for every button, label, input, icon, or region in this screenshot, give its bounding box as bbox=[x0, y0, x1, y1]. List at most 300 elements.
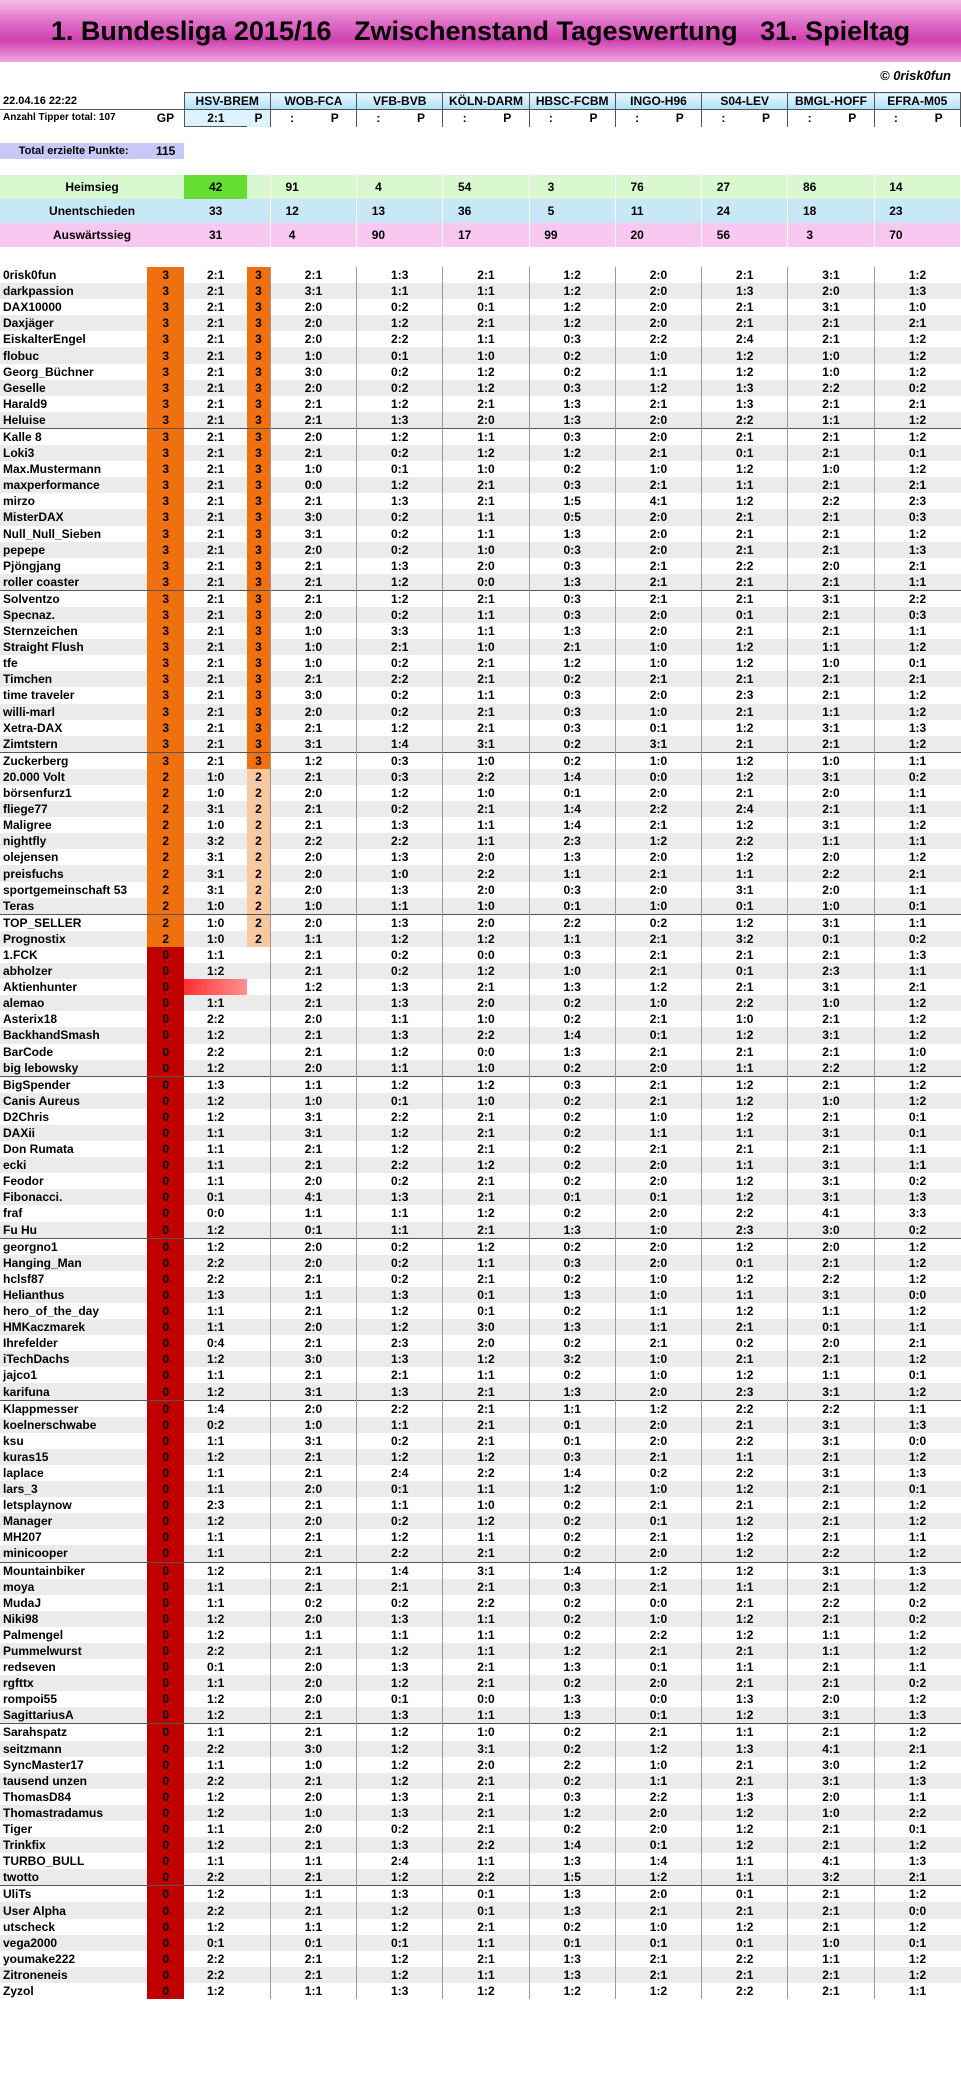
tip-cell: 2:1 bbox=[788, 623, 874, 639]
table-row bbox=[0, 1627, 961, 1643]
tip-cell: 3:2 bbox=[529, 1351, 615, 1367]
player-gp: 2 bbox=[147, 898, 184, 915]
tip-cell: 3:1 bbox=[270, 283, 356, 299]
player-name: koelnerschwabe bbox=[0, 1417, 147, 1433]
player-name: Georg_Büchner bbox=[3, 364, 94, 379]
player-gp: 0 bbox=[147, 1060, 184, 1077]
player-name: Thomastradamus bbox=[0, 1805, 147, 1821]
tip-cell: 1:1 bbox=[184, 1319, 247, 1335]
tip-cell: 1:2 bbox=[357, 1675, 443, 1691]
tip-cell: 2:1 bbox=[184, 509, 247, 525]
player-gp: 0 bbox=[147, 1222, 184, 1239]
player-name: TOP_SELLER bbox=[0, 914, 147, 931]
player-gp: 3 bbox=[147, 315, 184, 331]
tip-points: 3 bbox=[247, 558, 270, 574]
tip-cell: 0:2 bbox=[357, 655, 443, 671]
table-row bbox=[0, 1611, 961, 1627]
tip-cell: 3:3 bbox=[357, 623, 443, 639]
tip-cell: 1:3 bbox=[529, 1886, 615, 1903]
game-p-header: P bbox=[917, 110, 960, 127]
table-row bbox=[0, 1400, 961, 1417]
tip-cell: 2:0 bbox=[615, 849, 701, 865]
tip-cell: 0:2 bbox=[529, 1109, 615, 1125]
table-row bbox=[0, 639, 961, 655]
table-row bbox=[0, 1983, 961, 1999]
stat-value-p bbox=[917, 223, 960, 247]
tip-points bbox=[247, 1303, 270, 1319]
tip-cell: 2:1 bbox=[206, 300, 225, 315]
tip-cell: 1:0 bbox=[443, 461, 529, 477]
tip-cell: 1:0 bbox=[615, 1481, 701, 1497]
tip-cell: 2:0 bbox=[615, 315, 701, 331]
player-gp: 0 bbox=[147, 1255, 184, 1271]
tip-cell: 2:1 bbox=[443, 1545, 529, 1562]
tip-cell: 3:1 bbox=[788, 299, 874, 315]
tip-cell: 2:1 bbox=[184, 380, 247, 396]
player-gp: 0 bbox=[147, 1951, 184, 1967]
player-gp: 0 bbox=[147, 1513, 184, 1529]
player-gp: 0 bbox=[147, 1611, 184, 1627]
tip-cell: 2:2 bbox=[443, 769, 529, 785]
tip-cell: 1:2 bbox=[206, 1109, 225, 1124]
tip-cell: 1:1 bbox=[874, 833, 960, 849]
stat-value-p bbox=[313, 199, 356, 223]
tip-cell: 1:4 bbox=[529, 1465, 615, 1481]
player-gp: 0 bbox=[147, 1707, 184, 1724]
player-gp: 0 bbox=[147, 1027, 184, 1043]
tip-cell: 2:1 bbox=[874, 315, 960, 331]
tip-cell: 1:2 bbox=[357, 1076, 443, 1093]
stat-value: 24 bbox=[702, 199, 745, 223]
tip-cell: 2:1 bbox=[788, 445, 874, 461]
tip-cell: 2:1 bbox=[443, 1271, 529, 1287]
tip-cell: 1:3 bbox=[357, 1789, 443, 1805]
player-gp: 3 bbox=[147, 574, 184, 591]
tip-cell: 2:1 bbox=[270, 1545, 356, 1562]
player-name: Teras bbox=[0, 898, 147, 915]
tip-cell: 0:2 bbox=[874, 931, 960, 947]
tip-cell: 2:0 bbox=[443, 558, 529, 574]
tip-cell: 1:3 bbox=[184, 1287, 247, 1303]
player-gp: 0 bbox=[147, 1741, 184, 1757]
tip-cell: 2:1 bbox=[443, 1659, 529, 1675]
tip-cell: 2:3 bbox=[874, 493, 960, 509]
tip-points bbox=[247, 1837, 270, 1853]
tip-cell: 2:1 bbox=[443, 396, 529, 412]
tip-cell: 2:1 bbox=[788, 801, 874, 817]
tip-cell: 2:1 bbox=[788, 1497, 874, 1513]
player-gp: 0 bbox=[147, 1919, 184, 1935]
tip-cell: 1:0 bbox=[206, 786, 225, 801]
tip-cell: 1:1 bbox=[184, 1125, 247, 1141]
game-score: : bbox=[702, 110, 745, 127]
tip-points bbox=[247, 1967, 270, 1983]
tip-cell: 2:2 bbox=[702, 833, 788, 849]
tip-cell: 2:0 bbox=[270, 1173, 356, 1189]
tip-cell: 0:1 bbox=[270, 1222, 356, 1239]
player-gp: 2 bbox=[147, 882, 184, 898]
tip-cell: 2:1 bbox=[357, 639, 443, 655]
tip-cell: 1:0 bbox=[615, 1222, 701, 1239]
tip-cell: 0:2 bbox=[357, 526, 443, 542]
tip-points bbox=[247, 947, 270, 963]
player-name: preisfuchs bbox=[0, 865, 147, 881]
tip-cell: 0:1 bbox=[615, 1189, 701, 1205]
tip-cell: 0:0 bbox=[206, 1206, 225, 1221]
table-row bbox=[0, 1675, 961, 1691]
tip-cell: 2:1 bbox=[270, 1707, 356, 1724]
tip-cell: 1:3 bbox=[529, 412, 615, 429]
tip-cell: 2:1 bbox=[443, 1189, 529, 1205]
tip-cell: 2:2 bbox=[788, 380, 874, 396]
tip-cell: 1:2 bbox=[702, 1611, 788, 1627]
tip-cell: 2:1 bbox=[443, 1789, 529, 1805]
table-row bbox=[0, 1691, 961, 1707]
tip-cell: 1:0 bbox=[615, 347, 701, 363]
tip-cell: 0:2 bbox=[529, 671, 615, 687]
stat-value: 86 bbox=[788, 175, 831, 199]
player-name: Timchen bbox=[0, 671, 147, 687]
tip-cell: 2:0 bbox=[270, 704, 356, 720]
player-gp: 3 bbox=[147, 412, 184, 429]
player-name: Zuckerberg bbox=[0, 752, 147, 769]
tip-cell: 1:1 bbox=[874, 1319, 960, 1335]
tip-cell: 2:1 bbox=[443, 1141, 529, 1157]
player-gp: 0 bbox=[147, 1902, 184, 1918]
tip-cell: 1:2 bbox=[184, 1093, 247, 1109]
tip-cell: 1:1 bbox=[702, 1287, 788, 1303]
stat-value: 11 bbox=[615, 199, 658, 223]
player-name: georgno1 bbox=[0, 1238, 147, 1255]
player-gp: 0 bbox=[147, 1853, 184, 1869]
tip-cell: 1:0 bbox=[615, 655, 701, 671]
tip-cell: 3:1 bbox=[788, 267, 874, 283]
tip-cell: 1:3 bbox=[357, 1351, 443, 1367]
table-row bbox=[0, 1319, 961, 1335]
tip-cell: 2:2 bbox=[702, 1983, 788, 1999]
tip-cell: 2:1 bbox=[702, 1417, 788, 1433]
tip-cell: 1:2 bbox=[874, 849, 960, 865]
tip-cell: 2:0 bbox=[270, 1513, 356, 1529]
player-gp: 0 bbox=[147, 1157, 184, 1173]
tip-cell: 2:1 bbox=[788, 428, 874, 445]
tip-cell: 1:1 bbox=[206, 1433, 225, 1448]
tip-cell: 1:1 bbox=[702, 1060, 788, 1077]
tip-cell: 2:1 bbox=[788, 574, 874, 591]
tip-cell: 0:2 bbox=[874, 1595, 960, 1611]
stat-value: 13 bbox=[357, 199, 400, 223]
tip-cell: 1:1 bbox=[615, 1319, 701, 1335]
game-score: : bbox=[270, 110, 313, 127]
tip-cell: 3:1 bbox=[788, 1773, 874, 1789]
tip-cell: 1:3 bbox=[357, 1189, 443, 1205]
tip-cell: 3:0 bbox=[788, 1757, 874, 1773]
tip-cell: 2:1 bbox=[184, 574, 247, 591]
tip-cell: 2:0 bbox=[615, 267, 701, 283]
tip-points: 3 bbox=[247, 607, 270, 623]
tip-cell: 1:1 bbox=[615, 1125, 701, 1141]
tip-points bbox=[247, 1351, 270, 1367]
table-row bbox=[0, 1417, 961, 1433]
game-p-header: P bbox=[313, 110, 356, 127]
tip-cell: 2:1 bbox=[788, 1011, 874, 1027]
tip-cell: 1:1 bbox=[443, 526, 529, 542]
tip-cell: 1:2 bbox=[443, 1983, 529, 1999]
tip-cell: 1:0 bbox=[206, 818, 225, 833]
table-row bbox=[0, 1481, 961, 1497]
stat-value-p bbox=[745, 223, 788, 247]
tip-cell: 2:0 bbox=[270, 380, 356, 396]
player-name: BigSpender bbox=[0, 1076, 147, 1093]
player-gp: 0 bbox=[147, 1417, 184, 1433]
tip-cell: 0:3 bbox=[529, 1789, 615, 1805]
player-gp: 0 bbox=[147, 1837, 184, 1853]
tip-cell: 1:2 bbox=[206, 1692, 225, 1707]
tip-cell: 1:3 bbox=[529, 1951, 615, 1967]
tip-cell: 1:1 bbox=[702, 1125, 788, 1141]
player-name: lars_3 bbox=[0, 1481, 147, 1497]
tip-cell: 1:3 bbox=[529, 1319, 615, 1335]
tip-cell: 1:1 bbox=[443, 1627, 529, 1643]
tip-cell: 0:3 bbox=[529, 1076, 615, 1093]
tip-cell: 2:1 bbox=[443, 1675, 529, 1691]
tip-cell: 1:1 bbox=[184, 1579, 247, 1595]
tip-cell: 1:2 bbox=[702, 1238, 788, 1255]
tip-cell: 0:2 bbox=[357, 1238, 443, 1255]
tip-cell: 2:0 bbox=[270, 1255, 356, 1271]
tip-cell: 1:1 bbox=[206, 1174, 225, 1189]
table-row bbox=[0, 315, 961, 331]
tip-cell: 2:1 bbox=[270, 1643, 356, 1659]
tip-cell: 2:1 bbox=[615, 445, 701, 461]
player-name: DAX10000 bbox=[3, 300, 62, 315]
tip-cell: 1:2 bbox=[443, 1205, 529, 1221]
tip-cell: 2:0 bbox=[615, 1805, 701, 1821]
player-gp: 0 bbox=[147, 1076, 184, 1093]
tip-cell: 0:3 bbox=[529, 331, 615, 347]
tip-cell: 0:1 bbox=[615, 1659, 701, 1675]
tip-cell: 2:0 bbox=[270, 1659, 356, 1675]
tip-cell: 1:2 bbox=[443, 364, 529, 380]
tip-cell: 2:1 bbox=[702, 542, 788, 558]
tip-cell: 2:1 bbox=[702, 671, 788, 687]
tip-cell: 2:1 bbox=[270, 1529, 356, 1545]
tip-cell: 1:2 bbox=[702, 364, 788, 380]
tip-cell: 1:3 bbox=[874, 1465, 960, 1481]
tip-cell: 3:1 bbox=[184, 801, 247, 817]
tip-cell: 2:0 bbox=[615, 1383, 701, 1400]
tip-cell: 2:2 bbox=[184, 1741, 247, 1757]
tip-points bbox=[247, 1367, 270, 1383]
player-gp: 0 bbox=[147, 1724, 184, 1741]
tip-cell: 1:1 bbox=[443, 607, 529, 623]
table-row bbox=[0, 1351, 961, 1367]
player-name: SyncMaster17 bbox=[3, 1757, 84, 1772]
tip-cell: 1:3 bbox=[357, 1287, 443, 1303]
tip-cell: 0:2 bbox=[357, 299, 443, 315]
tip-cell: 2:1 bbox=[874, 865, 960, 881]
tip-cell: 1:1 bbox=[702, 1157, 788, 1173]
tip-cell: 2:1 bbox=[184, 736, 247, 753]
player-name: BackhandSmash bbox=[0, 1027, 147, 1043]
tip-cell: 1:3 bbox=[529, 1383, 615, 1400]
tip-cell: 1:1 bbox=[357, 1011, 443, 1027]
player-gp: 0 bbox=[147, 1935, 184, 1951]
tip-cell: 1:2 bbox=[874, 704, 960, 720]
tip-points bbox=[247, 1935, 270, 1951]
tip-cell: 1:2 bbox=[874, 1076, 960, 1093]
tip-cell: 1:3 bbox=[874, 1707, 960, 1724]
tip-cell: 1:2 bbox=[443, 1157, 529, 1173]
tip-cell: 3:1 bbox=[206, 850, 225, 865]
tip-cell: 2:0 bbox=[788, 283, 874, 299]
table-row bbox=[0, 1303, 961, 1319]
player-name: Canis Aureus bbox=[0, 1093, 147, 1109]
tip-cell: 2:1 bbox=[788, 1611, 874, 1627]
tip-cell: 0:1 bbox=[874, 1935, 960, 1951]
player-name: ThomasD84 bbox=[3, 1789, 72, 1804]
tip-cell: 0:1 bbox=[184, 1935, 247, 1951]
stat-value: 20 bbox=[615, 223, 658, 247]
tip-cell: 1:4 bbox=[529, 769, 615, 785]
tip-points bbox=[247, 1383, 270, 1400]
tip-cell: 1:2 bbox=[874, 639, 960, 655]
tip-cell: 1:2 bbox=[529, 1805, 615, 1821]
player-name: fraf bbox=[3, 1206, 23, 1221]
tip-cell: 1:2 bbox=[357, 1741, 443, 1757]
tip-cell: 1:5 bbox=[529, 1869, 615, 1886]
tip-cell: 1:2 bbox=[615, 1400, 701, 1417]
tip-cell: 1:2 bbox=[184, 1562, 247, 1579]
tip-cell: 1:2 bbox=[357, 1869, 443, 1886]
tip-cell: 0:2 bbox=[529, 1141, 615, 1157]
tip-cell: 2:0 bbox=[788, 1238, 874, 1255]
table-row bbox=[0, 769, 961, 785]
tip-cell: 1:3 bbox=[357, 493, 443, 509]
tip-points bbox=[247, 1643, 270, 1659]
tip-cell: 3:1 bbox=[788, 1433, 874, 1449]
tip-cell: 3:1 bbox=[443, 1741, 529, 1757]
tip-cell: 1:2 bbox=[357, 1643, 443, 1659]
tip-cell: 0:0 bbox=[443, 1044, 529, 1060]
tip-cell: 2:0 bbox=[788, 1691, 874, 1707]
tip-points bbox=[247, 1951, 270, 1967]
stat-value-p bbox=[917, 175, 960, 199]
player-name: Sarahspatz bbox=[0, 1724, 147, 1741]
header-row-games bbox=[0, 93, 961, 110]
tip-cell: 0:2 bbox=[529, 1173, 615, 1189]
tip-cell: 1:1 bbox=[443, 1967, 529, 1983]
tip-cell: 2:1 bbox=[184, 428, 247, 445]
tip-cell: 2:1 bbox=[702, 315, 788, 331]
tip-cell: 1:2 bbox=[529, 1983, 615, 1999]
tip-cell: 1:2 bbox=[874, 1027, 960, 1043]
tip-cell: 2:1 bbox=[615, 1529, 701, 1545]
tip-cell: 1:3 bbox=[529, 1707, 615, 1724]
stat-value-p bbox=[745, 199, 788, 223]
tip-points bbox=[247, 1562, 270, 1579]
tip-cell: 1:2 bbox=[702, 639, 788, 655]
tip-cell: 1:2 bbox=[874, 1886, 960, 1903]
tip-cell: 2:1 bbox=[788, 1967, 874, 1983]
tip-cell: 0:2 bbox=[874, 1611, 960, 1627]
tip-cell: 1:3 bbox=[357, 1837, 443, 1853]
player-name: Geselle bbox=[0, 380, 147, 396]
tip-cell: 1:1 bbox=[874, 1157, 960, 1173]
player-name: UliTs bbox=[0, 1886, 147, 1903]
stat-value-p bbox=[572, 175, 615, 199]
tip-cell: 2:0 bbox=[270, 1481, 356, 1497]
tip-cell: 2:0 bbox=[615, 428, 701, 445]
tip-points bbox=[247, 1724, 270, 1741]
tip-cell: 0:3 bbox=[529, 882, 615, 898]
tip-cell: 0:1 bbox=[529, 1433, 615, 1449]
tip-cell: 1:2 bbox=[206, 1919, 225, 1934]
tip-cell: 1:1 bbox=[206, 947, 225, 962]
tip-cell: 1:1 bbox=[874, 574, 960, 591]
player-name: big lebowsky bbox=[0, 1060, 147, 1077]
tip-cell: 1:2 bbox=[874, 1643, 960, 1659]
tip-cell: 2:2 bbox=[702, 1205, 788, 1221]
tip-cell: 1:2 bbox=[702, 1027, 788, 1043]
game-header: S04-LEV bbox=[702, 93, 788, 110]
tip-cell: 2:0 bbox=[443, 882, 529, 898]
tip-cell: 1:2 bbox=[615, 1562, 701, 1579]
tip-cell: 1:2 bbox=[357, 574, 443, 591]
player-name: Fibonacci. bbox=[0, 1189, 147, 1205]
tip-cell: 2:3 bbox=[702, 1222, 788, 1239]
tip-cell: 2:1 bbox=[184, 283, 247, 299]
table-row bbox=[0, 1109, 961, 1125]
tip-cell: 1:4 bbox=[529, 1562, 615, 1579]
tip-cell: 1:2 bbox=[184, 1060, 247, 1077]
tip-points bbox=[247, 1417, 270, 1433]
game-score: : bbox=[615, 110, 658, 127]
table-row bbox=[0, 542, 961, 558]
player-name: tausend unzen bbox=[0, 1773, 147, 1789]
tip-points: 3 bbox=[247, 315, 270, 331]
tip-cell: 2:1 bbox=[270, 1773, 356, 1789]
tip-points: 2 bbox=[247, 865, 270, 881]
tip-cell: 1:0 bbox=[788, 1935, 874, 1951]
table-row bbox=[0, 752, 961, 769]
tip-cell: 1:1 bbox=[615, 1773, 701, 1789]
table-row bbox=[0, 428, 961, 445]
player-gp: 3 bbox=[147, 493, 184, 509]
game-header: HSV-BREM bbox=[184, 93, 270, 110]
player-name: rompoi55 bbox=[3, 1692, 58, 1707]
player-name: tfe bbox=[3, 656, 18, 671]
table-row bbox=[0, 947, 961, 963]
tip-cell: 1:2 bbox=[702, 1367, 788, 1383]
tip-cell: 2:1 bbox=[443, 315, 529, 331]
tip-cell: 3:1 bbox=[788, 1383, 874, 1400]
tip-cell: 1:4 bbox=[357, 736, 443, 753]
tip-cell: 2:2 bbox=[357, 1109, 443, 1125]
tip-cell: 0:3 bbox=[529, 720, 615, 736]
tip-cell: 2:0 bbox=[270, 428, 356, 445]
tip-cell: 3:1 bbox=[788, 1125, 874, 1141]
tip-cell: 1:2 bbox=[874, 1951, 960, 1967]
player-name: DAXii bbox=[0, 1125, 147, 1141]
table-row bbox=[0, 347, 961, 363]
tip-points bbox=[247, 1205, 270, 1221]
player-name: MisterDAX bbox=[0, 509, 147, 525]
tip-points: 3 bbox=[247, 445, 270, 461]
tip-cell: 1:1 bbox=[702, 1869, 788, 1886]
tip-cell: 1:1 bbox=[357, 1417, 443, 1433]
tip-cell: 2:2 bbox=[184, 1967, 247, 1983]
